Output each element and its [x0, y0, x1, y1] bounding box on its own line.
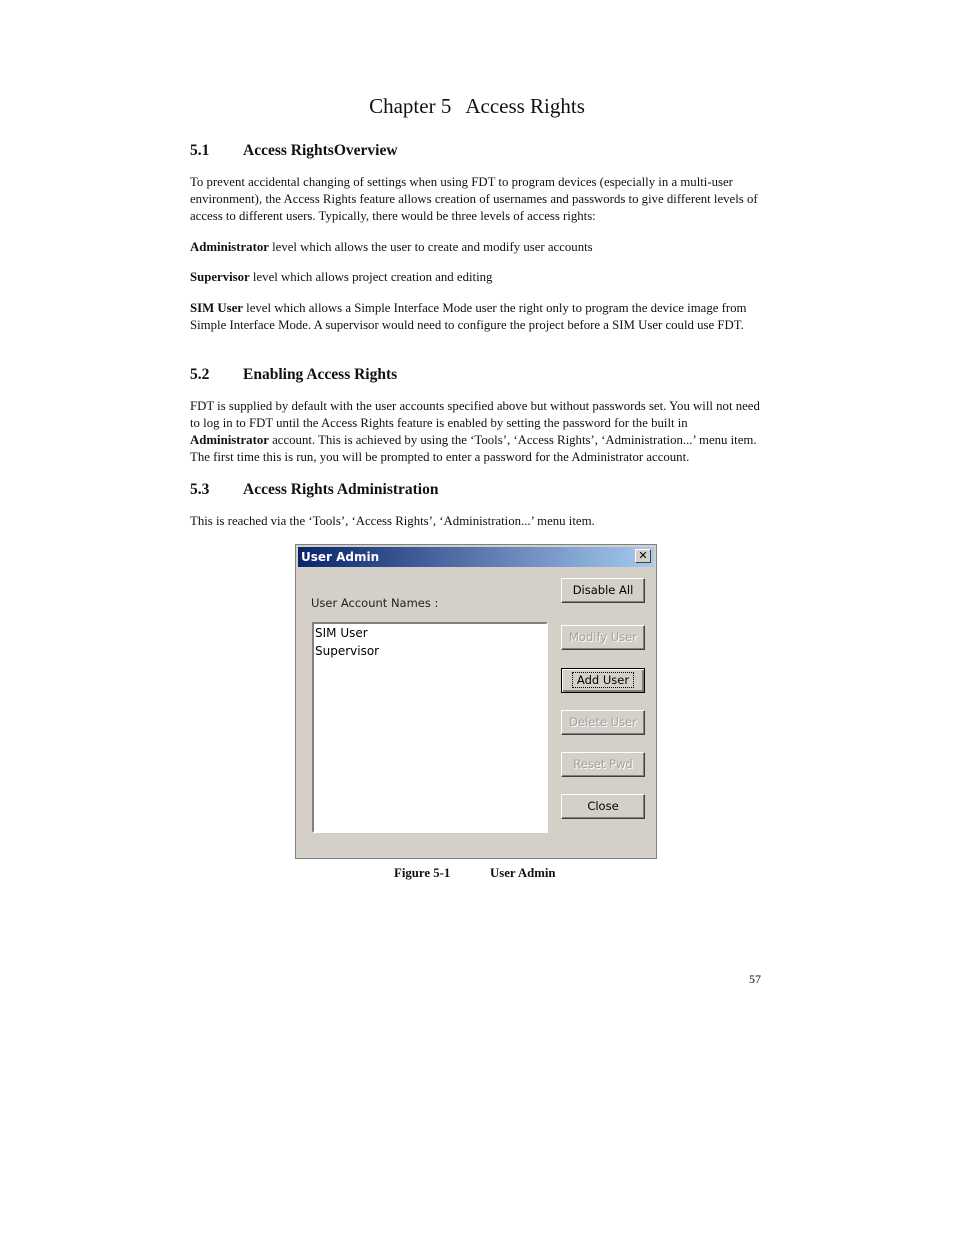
list-item[interactable]: Supervisor: [315, 644, 380, 658]
term-administrator: Administrator: [190, 240, 269, 254]
user-account-names-label: User Account Names :: [311, 596, 439, 610]
term-administrator-2: Administrator: [190, 433, 269, 447]
paragraph-overview: To prevent accidental changing of settings when using FDT to program devices (especially in a multi-user environment), the Access Rights feature allows creation of usernames and passwords to give different levels of access to different users. Typically, there would be three levels of access rights:: [190, 175, 758, 223]
enabling-text-b: account. This is achieved by using the ‘Tools’, ‘Access Rights’, ‘Administration...’ menu item. The first time this is run, you will be prompted to enter a password for the Administrator account.: [190, 433, 757, 464]
figure-label: Figure 5-1: [394, 866, 451, 880]
chapter-label: Chapter 5: [369, 94, 452, 118]
figure-caption: User Admin: [490, 866, 556, 880]
close-button[interactable]: Close: [561, 794, 645, 819]
term-supervisor: Supervisor: [190, 270, 250, 284]
reset-pwd-button[interactable]: Reset Pwd: [561, 752, 645, 777]
disable-all-button[interactable]: Disable All: [561, 578, 645, 603]
user-account-list[interactable]: [312, 622, 548, 833]
paragraph-administration: This is reached via the ‘Tools’, ‘Access Rights’, ‘Administration...’ menu item.: [190, 514, 595, 528]
dialog-titlebar[interactable]: [298, 547, 654, 567]
paragraph-administrator: [190, 239, 762, 256]
user-admin-dialog: [295, 544, 657, 859]
section-title: Access Rights Administration: [243, 481, 439, 498]
page-number: 57: [749, 972, 761, 986]
modify-user-button[interactable]: Modify User: [561, 625, 645, 650]
supervisor-description: level which allows project creation and editing: [249, 270, 493, 284]
dialog-title: User Admin: [301, 550, 380, 564]
enabling-text-a: FDT is supplied by default with the user accounts specified above but without passwords set. You will not need to log in to FDT until the Access Rights feature is enabled by setting the password for the built in: [190, 399, 760, 430]
paragraph-supervisor: [190, 269, 762, 286]
section-heading-5-3: [190, 481, 438, 499]
section-title: Enabling Access Rights: [243, 366, 398, 383]
paragraph-sim-user: [190, 300, 762, 334]
section-number: 5.3: [190, 481, 210, 498]
chapter-title: [0, 94, 954, 119]
section-title: Access RightsOverview: [243, 142, 398, 159]
sim-user-description: level which allows a Simple Interface Mode user the right only to program the device image from Simple Interface Mode. A supervisor would need to configure the project before a SIM User could use FDT.: [190, 301, 747, 332]
add-user-label: Add User: [572, 672, 634, 688]
delete-user-button[interactable]: Delete User: [561, 710, 645, 735]
administrator-description: level which allows the user to create and modify user accounts: [268, 240, 593, 254]
chapter-name: Access Rights: [465, 94, 585, 118]
section-number: 5.1: [190, 142, 210, 159]
close-icon[interactable]: ✕: [635, 549, 651, 563]
list-item[interactable]: SIM User: [315, 626, 368, 640]
add-user-button[interactable]: [561, 668, 645, 693]
section-number: 5.2: [190, 366, 210, 383]
term-sim-user: SIM User: [190, 301, 243, 315]
section-heading-5-2: [190, 366, 397, 384]
paragraph-enabling: [190, 398, 762, 466]
section-heading-5-1: [190, 142, 398, 160]
